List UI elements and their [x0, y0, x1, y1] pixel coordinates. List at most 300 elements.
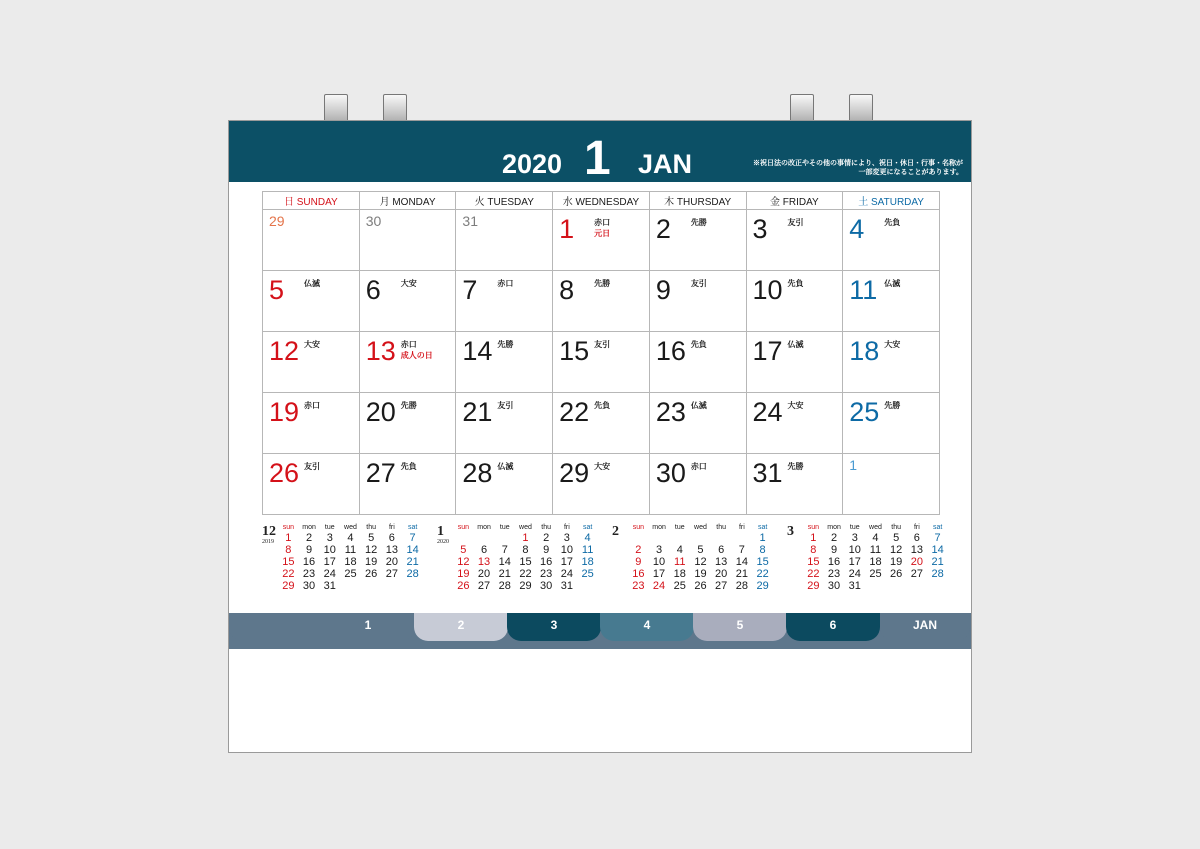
mini-day: 29 — [282, 580, 295, 592]
rokuyo-label: 仏滅 — [884, 279, 901, 288]
mini-day: 30 — [540, 580, 553, 592]
mini-day: 3 — [326, 532, 333, 544]
mini-day: 19 — [694, 568, 707, 580]
rokuyo-label: 仏滅 — [304, 279, 320, 288]
mini-day — [865, 580, 886, 592]
day-cell[interactable] — [649, 332, 746, 393]
weekday-header: 土 SATURDAY — [843, 192, 940, 210]
day-cell[interactable] — [263, 332, 360, 393]
rokuyo-label: 赤口 — [304, 401, 320, 410]
weekday-header: 月 MONDAY — [359, 192, 456, 210]
day-number: 17 — [752, 336, 783, 366]
day-cell[interactable] — [553, 393, 650, 454]
mini-day: 6 — [480, 544, 488, 556]
mini-calendar-month: 2 — [612, 524, 619, 539]
rokuyo-label: 友引 — [787, 218, 804, 227]
mini-day: 7 — [409, 532, 416, 544]
day-number: 28 — [462, 458, 493, 488]
mini-weekday: sun — [807, 524, 819, 531]
mini-day: 11 — [674, 556, 686, 568]
day-number: 3 — [752, 214, 768, 244]
mini-day: 19 — [457, 568, 470, 580]
day-number: 8 — [559, 275, 575, 305]
day-cell[interactable] — [746, 393, 843, 454]
calendar-sheet — [228, 120, 972, 753]
day-cell[interactable] — [843, 454, 940, 515]
day-number: 30 — [365, 213, 382, 229]
rokuyo-label: 大安 — [594, 462, 611, 471]
mini-day: 25 — [673, 580, 686, 592]
day-cell[interactable] — [263, 210, 360, 271]
mini-weekday: tue — [849, 524, 860, 531]
day-number: 10 — [752, 275, 783, 305]
day-cell[interactable] — [456, 332, 553, 393]
mini-weekday: wed — [694, 524, 707, 531]
mini-day: 4 — [872, 532, 879, 544]
day-number: 22 — [559, 397, 590, 427]
day-number: 9 — [655, 275, 671, 305]
mini-day: 14 — [931, 544, 944, 556]
day-number: 27 — [365, 458, 396, 488]
week-row — [263, 210, 940, 271]
mini-day — [474, 532, 495, 544]
mini-day: 21 — [931, 556, 944, 568]
mini-day: 14 — [735, 556, 748, 568]
mini-day — [453, 532, 474, 544]
mini-weekday: fri — [738, 524, 745, 531]
mini-day: 2 — [830, 532, 838, 544]
mini-weekday: fri — [563, 524, 570, 531]
mini-weekday: thu — [541, 524, 552, 531]
mini-day: 24 — [560, 568, 573, 580]
day-number: 13 — [365, 336, 396, 366]
mini-weekday: wed — [519, 524, 532, 531]
mini-day: 16 — [827, 556, 841, 568]
day-cell[interactable] — [553, 332, 650, 393]
mini-day: 31 — [323, 580, 336, 592]
mini-day: 5 — [368, 532, 375, 544]
mini-day: 13 — [715, 556, 728, 568]
header-note — [749, 159, 963, 177]
day-number: 1 — [849, 457, 858, 473]
mini-day — [732, 532, 753, 544]
mini-calendar-month: 12 — [262, 524, 276, 539]
mini-day: 16 — [540, 556, 553, 568]
mini-day: 8 — [759, 544, 766, 556]
mini-day: 9 — [635, 556, 642, 568]
day-cell[interactable] — [746, 332, 843, 393]
day-number: 14 — [462, 336, 493, 366]
day-number: 1 — [559, 214, 575, 244]
mini-day — [361, 580, 382, 592]
day-number: 24 — [752, 397, 783, 427]
mini-day: 27 — [910, 568, 923, 580]
day-cell[interactable] — [359, 271, 456, 332]
mini-calendar — [262, 519, 427, 604]
mini-day: 9 — [543, 544, 550, 556]
day-number: 4 — [849, 214, 865, 244]
header-month-name: JAN — [638, 149, 693, 179]
mini-weekday: sun — [632, 524, 644, 531]
mini-day: 27 — [385, 568, 398, 580]
rokuyo-label: 赤口 — [690, 462, 707, 471]
mini-day — [907, 580, 928, 592]
mini-day: 23 — [540, 568, 553, 580]
day-cell[interactable] — [456, 210, 553, 271]
day-cell[interactable] — [843, 210, 940, 271]
mini-day: 27 — [477, 580, 491, 592]
mini-day: 26 — [457, 580, 470, 592]
mini-day: 12 — [694, 556, 707, 568]
day-cell[interactable] — [746, 271, 843, 332]
mini-day: 28 — [406, 568, 419, 580]
mini-weekday: fri — [913, 524, 920, 531]
mini-weekday: thu — [891, 524, 902, 531]
mini-day: 28 — [931, 568, 944, 580]
mini-day: 17 — [652, 568, 666, 580]
day-cell[interactable] — [263, 393, 360, 454]
rokuyo-label: 大安 — [400, 279, 417, 288]
mini-day: 3 — [655, 544, 663, 556]
rokuyo-label: 先勝 — [497, 340, 514, 349]
rokuyo-label: 大安 — [304, 340, 320, 349]
mini-day: 30 — [302, 580, 316, 592]
mini-day: 8 — [522, 544, 529, 556]
mini-day: 13 — [385, 544, 398, 556]
mini-day: 29 — [807, 580, 820, 592]
rokuyo-label: 仏滅 — [690, 401, 707, 410]
mini-weekday: tue — [324, 524, 335, 531]
day-cell[interactable] — [843, 393, 940, 454]
mini-weekday: mon — [652, 524, 666, 531]
day-number: 21 — [462, 397, 493, 427]
day-cell[interactable] — [553, 271, 650, 332]
day-cell[interactable] — [359, 393, 456, 454]
month-tab[interactable]: 4 — [600, 613, 694, 641]
day-number: 31 — [462, 213, 478, 229]
mini-day: 20 — [715, 568, 728, 580]
mini-day: 12 — [890, 544, 903, 556]
week-row — [263, 393, 940, 454]
mini-weekday: wed — [344, 524, 357, 531]
mini-calendar — [787, 519, 952, 604]
mini-day: 13 — [910, 544, 923, 556]
rokuyo-label: 先勝 — [787, 462, 804, 471]
mini-weekday: thu — [716, 524, 727, 531]
mini-day: 5 — [893, 532, 900, 544]
mini-weekday: fri — [388, 524, 395, 531]
day-number: 29 — [269, 213, 285, 229]
weekday-header: 日 SUNDAY — [263, 192, 360, 210]
day-cell[interactable] — [746, 210, 843, 271]
mini-day: 16 — [632, 568, 645, 580]
mini-day: 26 — [890, 568, 903, 580]
mini-day: 15 — [807, 556, 820, 568]
mini-day: 3 — [851, 532, 858, 544]
weekday-header-row — [263, 192, 940, 210]
month-tab[interactable]: 3 — [507, 613, 601, 641]
mini-day: 14 — [498, 556, 511, 568]
rokuyo-label: 仏滅 — [497, 462, 514, 471]
mini-day — [669, 532, 690, 544]
week-row — [263, 271, 940, 332]
weekday-header: 水 WEDNESDAY — [553, 192, 650, 210]
header-year: 2020 — [502, 149, 563, 179]
mini-day: 1 — [522, 532, 529, 544]
rokuyo-label: 先負 — [787, 279, 804, 288]
header-month-number: 1 — [584, 132, 611, 185]
mini-day: 29 — [756, 580, 769, 592]
day-number: 25 — [849, 397, 880, 427]
day-number: 30 — [655, 458, 686, 488]
mini-day — [494, 532, 515, 544]
day-cell[interactable] — [843, 271, 940, 332]
mini-day: 18 — [673, 568, 686, 580]
day-number: 19 — [269, 397, 300, 427]
month-tab[interactable]: 2 — [414, 613, 508, 641]
mini-day: 18 — [581, 556, 594, 568]
mini-weekday: wed — [869, 524, 882, 531]
mini-day — [690, 532, 711, 544]
rokuyo-label: 大安 — [787, 401, 804, 410]
mini-weekday: mon — [302, 524, 316, 531]
mini-day — [577, 580, 598, 592]
mini-day: 7 — [501, 544, 508, 556]
mini-day — [340, 580, 361, 592]
mini-day: 1 — [810, 532, 817, 544]
mini-day: 22 — [519, 568, 532, 580]
mini-day: 6 — [913, 532, 920, 544]
mini-day: 10 — [652, 556, 666, 568]
mini-day: 11 — [344, 544, 357, 556]
rokuyo-label: 仏滅 — [787, 340, 804, 349]
mini-day: 19 — [890, 556, 903, 568]
day-cell[interactable] — [456, 454, 553, 515]
mini-day: 3 — [563, 532, 570, 544]
day-cell[interactable] — [359, 332, 456, 393]
rokuyo-label: 先負 — [594, 401, 611, 410]
mini-calendar-month: 1 — [437, 524, 444, 539]
mini-day: 15 — [756, 556, 769, 568]
mini-weekday: mon — [477, 524, 491, 531]
mini-day: 31 — [848, 580, 861, 592]
mini-day: 2 — [635, 544, 642, 556]
mini-day: 4 — [676, 544, 683, 556]
mini-day: 14 — [406, 544, 419, 556]
month-tab[interactable]: 6 — [786, 613, 880, 641]
day-number: 15 — [559, 336, 590, 366]
mini-day: 5 — [460, 544, 467, 556]
rokuyo-label: 友引 — [497, 401, 514, 410]
mini-day: 12 — [457, 556, 470, 568]
holiday-label: 元日 — [594, 229, 611, 238]
mini-day: 19 — [365, 556, 378, 568]
week-row — [263, 332, 940, 393]
mini-day: 18 — [869, 556, 882, 568]
mini-day: 30 — [827, 580, 841, 592]
mini-calendar — [437, 519, 602, 604]
mini-day: 9 — [305, 544, 313, 556]
mini-day: 2 — [543, 532, 550, 544]
mini-day: 17 — [848, 556, 861, 568]
mini-day: 18 — [344, 556, 357, 568]
mini-calendar-month: 3 — [787, 524, 794, 539]
month-index-bar — [229, 613, 971, 649]
mini-weekday: sat — [932, 524, 943, 531]
day-cell[interactable] — [553, 454, 650, 515]
day-cell[interactable] — [649, 271, 746, 332]
rokuyo-label: 先勝 — [690, 218, 707, 227]
mini-weekday: sun — [282, 524, 294, 531]
mini-day — [711, 532, 732, 544]
mini-day: 21 — [406, 556, 419, 568]
day-cell[interactable] — [843, 332, 940, 393]
mini-day: 15 — [519, 556, 532, 568]
week-row — [263, 454, 940, 515]
mini-day: 24 — [323, 568, 336, 580]
mini-weekday: mon — [827, 524, 841, 531]
mini-day: 4 — [584, 532, 591, 544]
calendar-header — [229, 121, 971, 185]
mini-day: 22 — [756, 568, 769, 580]
weekday-header: 金 FRIDAY — [746, 192, 843, 210]
holiday-label: 成人の日 — [400, 351, 433, 360]
rokuyo-label: 先負 — [400, 462, 417, 471]
rokuyo-label: 先勝 — [594, 279, 611, 288]
mini-day: 22 — [807, 568, 820, 580]
day-cell[interactable] — [649, 210, 746, 271]
mini-day: 17 — [560, 556, 573, 568]
day-number: 20 — [365, 397, 396, 427]
mini-day: 31 — [560, 580, 573, 592]
rokuyo-label: 先負 — [884, 218, 901, 227]
mini-weekday: sat — [757, 524, 768, 531]
mini-calendar-year: 2019 — [262, 539, 274, 545]
mini-day: 25 — [581, 568, 594, 580]
mini-day — [382, 580, 403, 592]
mini-day: 8 — [810, 544, 817, 556]
mini-day: 20 — [477, 568, 491, 580]
mini-day: 6 — [718, 544, 725, 556]
mini-day: 8 — [285, 544, 292, 556]
month-grid — [262, 191, 940, 515]
day-cell[interactable] — [553, 210, 650, 271]
mini-day: 7 — [934, 532, 941, 544]
day-number: 6 — [365, 275, 381, 305]
day-number: 7 — [462, 275, 478, 305]
mini-day: 29 — [519, 580, 532, 592]
mini-day: 2 — [305, 532, 313, 544]
mini-day: 22 — [282, 568, 295, 580]
mini-day — [649, 532, 670, 544]
day-number: 5 — [269, 275, 285, 305]
mini-day: 11 — [581, 544, 594, 556]
mini-day: 28 — [735, 580, 748, 592]
day-cell[interactable] — [649, 393, 746, 454]
mini-day: 15 — [282, 556, 295, 568]
mini-day: 28 — [498, 580, 511, 592]
mini-day: 23 — [632, 580, 645, 592]
mini-day — [927, 580, 948, 592]
day-cell[interactable] — [456, 271, 553, 332]
mini-day: 10 — [323, 544, 336, 556]
month-tab[interactable]: JAN — [880, 613, 970, 641]
mini-day: 21 — [735, 568, 748, 580]
mini-day: 23 — [302, 568, 316, 580]
mini-day: 20 — [385, 556, 398, 568]
rokuyo-label: 友引 — [690, 279, 707, 288]
mini-calendar — [612, 519, 777, 604]
rokuyo-label: 友引 — [594, 340, 611, 349]
mini-weekday: tue — [499, 524, 510, 531]
mini-day — [402, 580, 423, 592]
rokuyo-label: 先勝 — [884, 401, 901, 410]
header-note-line: ※祝日法の改正やその他の事情により、祝日・休日・行事・名称が — [753, 160, 963, 167]
mini-weekday: thu — [366, 524, 377, 531]
mini-day: 6 — [388, 532, 395, 544]
rokuyo-label: 先負 — [690, 340, 707, 349]
mini-day: 17 — [323, 556, 336, 568]
day-cell[interactable] — [359, 210, 456, 271]
mini-day: 11 — [869, 544, 882, 556]
mini-day: 13 — [477, 556, 491, 568]
mini-weekday: tue — [674, 524, 685, 531]
rokuyo-label: 赤口 — [400, 340, 417, 349]
rokuyo-label: 赤口 — [594, 218, 611, 227]
mini-day: 24 — [848, 568, 861, 580]
mini-weekday: sat — [407, 524, 418, 531]
mini-day: 5 — [697, 544, 704, 556]
header-note-line: 一部変更になることがあります。 — [858, 169, 963, 176]
mini-day: 10 — [560, 544, 573, 556]
day-number: 31 — [752, 458, 783, 488]
day-number: 12 — [269, 336, 300, 366]
rokuyo-label: 大安 — [884, 340, 901, 349]
day-number: 23 — [655, 397, 686, 427]
day-number: 2 — [655, 214, 671, 244]
day-number: 16 — [655, 336, 686, 366]
day-cell[interactable] — [263, 454, 360, 515]
day-number: 29 — [559, 458, 590, 488]
day-cell[interactable] — [263, 271, 360, 332]
mini-day: 24 — [652, 580, 666, 592]
mini-day: 12 — [365, 544, 378, 556]
mini-day: 1 — [285, 532, 292, 544]
mini-day: 26 — [365, 568, 378, 580]
mini-day: 23 — [827, 568, 841, 580]
day-cell[interactable] — [746, 454, 843, 515]
rokuyo-label: 赤口 — [497, 279, 514, 288]
mini-day: 10 — [848, 544, 861, 556]
day-number: 26 — [269, 458, 300, 488]
day-cell[interactable] — [359, 454, 456, 515]
mini-day: 25 — [869, 568, 882, 580]
mini-weekday: sat — [582, 524, 593, 531]
mini-day: 4 — [347, 532, 354, 544]
month-tab[interactable]: 5 — [693, 613, 787, 641]
rokuyo-label: 先勝 — [400, 401, 417, 410]
month-tab[interactable]: 1 — [229, 613, 415, 641]
day-cell[interactable] — [649, 454, 746, 515]
weekday-header: 火 TUESDAY — [456, 192, 553, 210]
mini-day: 1 — [759, 532, 766, 544]
mini-day: 16 — [302, 556, 316, 568]
mini-day: 9 — [830, 544, 838, 556]
mini-day — [628, 532, 649, 544]
mini-day: 25 — [344, 568, 357, 580]
day-cell[interactable] — [456, 393, 553, 454]
mini-day: 20 — [910, 556, 923, 568]
